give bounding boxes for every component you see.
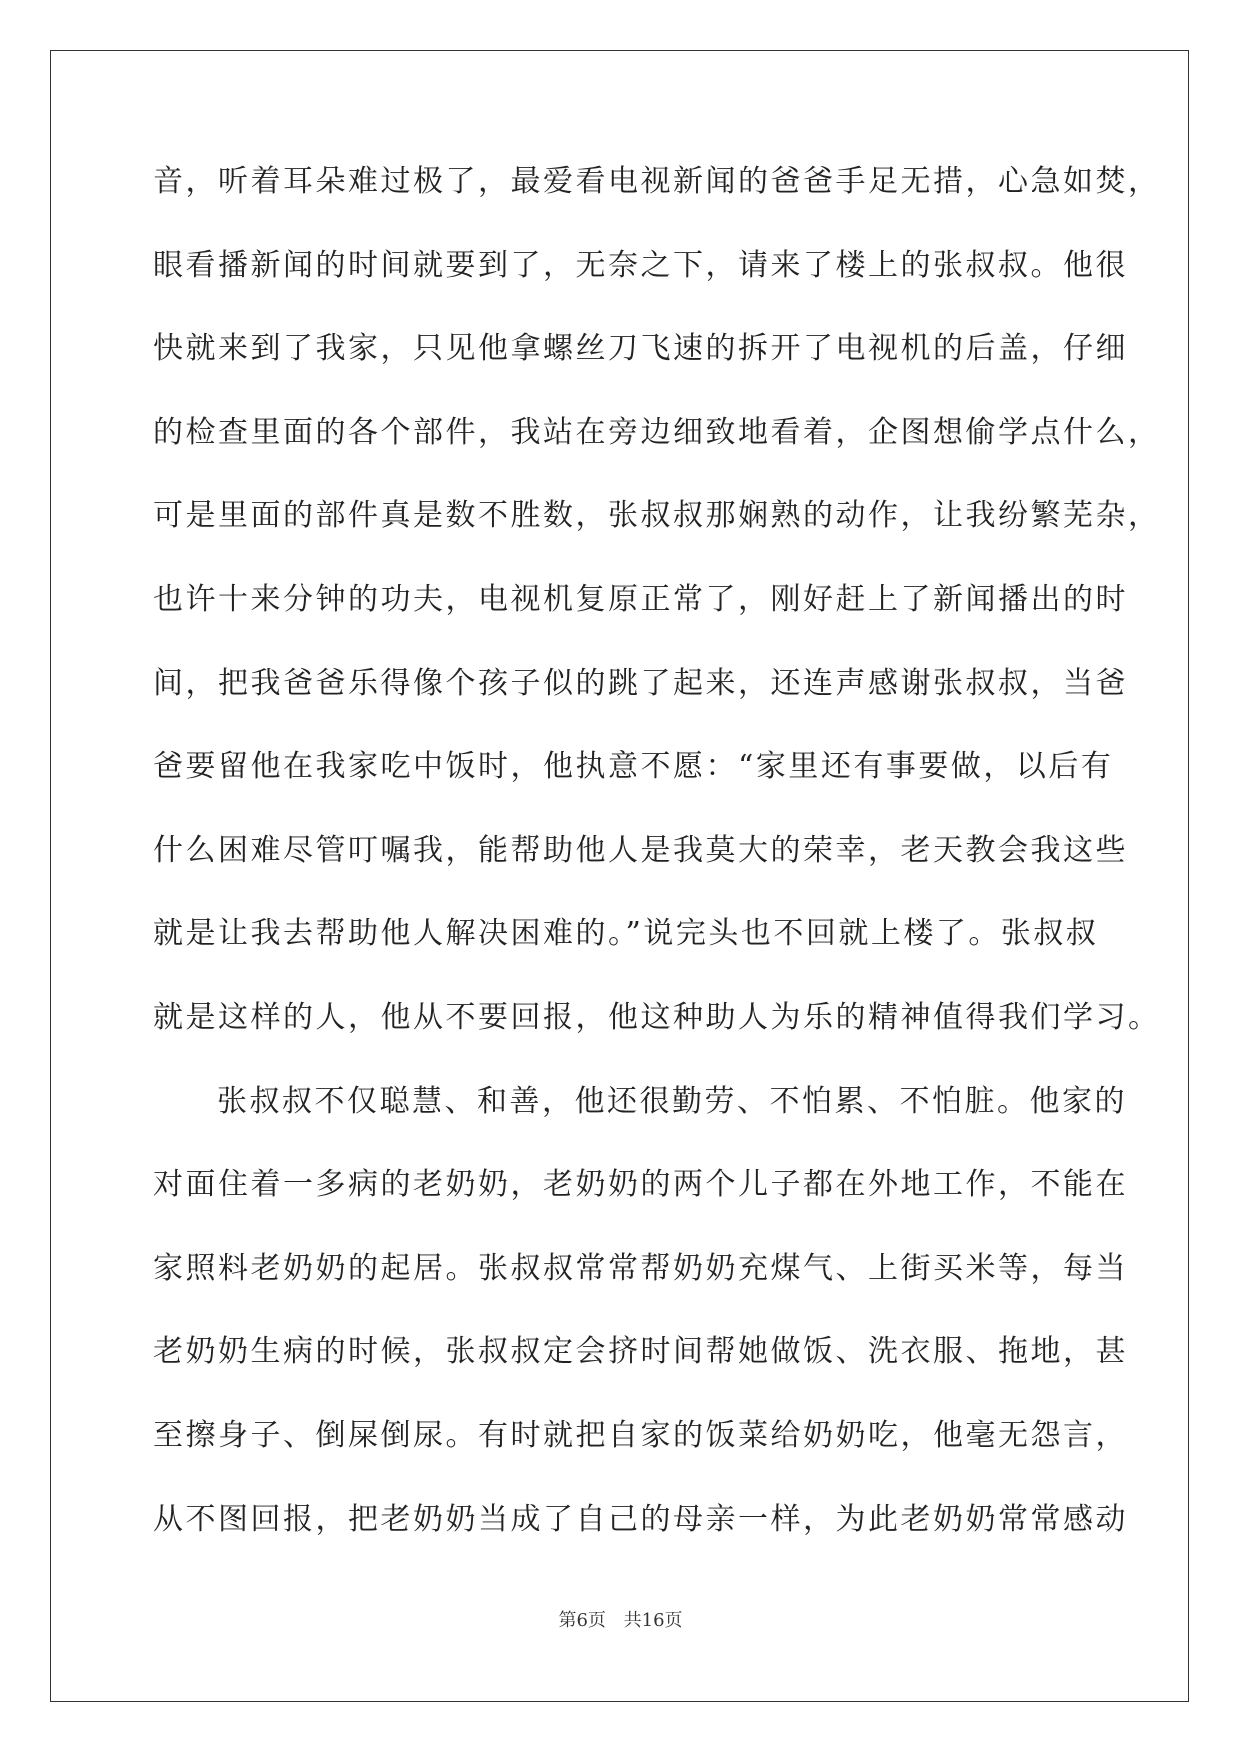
text-line: 就是这样的人，他从不要回报，他这种助人为乐的精神值得我们学习。	[153, 999, 1161, 1035]
page-footer	[0, 1606, 1241, 1632]
text-line: 家照料老奶奶的起居。张叔叔常常帮奶奶充煤气、上街买米等，每当	[153, 1250, 1128, 1286]
text-line: 的检查里面的各个部件，我站在旁边细致地看着，企图想偷学点什么，	[153, 414, 1161, 450]
text-line: 可是里面的部件真是数不胜数，张叔叔那娴熟的动作，让我纷繁芜杂，	[153, 498, 1161, 534]
text-line: 就是让我去帮助他人解决困难的。”说完头也不回就上楼了。张叔叔	[153, 916, 1099, 952]
page-number: 第6页	[558, 1610, 606, 1631]
text-line: 间，把我爸爸乐得像个孩子似的跳了起来，还连声感谢张叔叔，当爸	[153, 665, 1128, 701]
text-line: 对面住着一多病的老奶奶，老奶奶的两个儿子都在外地工作，不能在	[153, 1167, 1128, 1203]
text-line: 从不图回报，把老奶奶当成了自己的母亲一样，为此老奶奶常常感动	[153, 1501, 1128, 1537]
page-total: 共16页	[623, 1610, 683, 1631]
text-line: 音，听着耳朵难过极了，最爱看电视新闻的爸爸手足无措，心急如焚，	[153, 164, 1161, 199]
document-body	[153, 162, 1161, 1583]
text-line: 爸要留他在我家吃中饭时，他执意不愿：“家里还有事要做，以后有	[153, 749, 1114, 785]
text-line: 什么困难尽管叮嘱我，能帮助他人是我莫大的荣幸，老天教会我这些	[153, 832, 1128, 868]
text-line: 眼看播新闻的时间就要到了，无奈之下，请来了楼上的张叔叔。他很	[153, 247, 1128, 283]
text-line: 也许十来分钟的功夫，电视机复原正常了，刚好赶上了新闻播出的时	[153, 581, 1128, 617]
text-line: 老奶奶生病的时候，张叔叔定会挤时间帮她做饭、洗衣服、拖地，甚	[153, 1334, 1128, 1370]
text-line: 快就来到了我家，只见他拿螺丝刀飞速的拆开了电视机的后盖，仔细	[153, 331, 1128, 367]
text-line: 张叔叔不仅聪慧、和善，他还很勤劳、不怕累、不怕脏。他家的	[217, 1083, 1127, 1119]
text-line: 至擦身子、倒屎倒尿。有时就把自家的饭菜给奶奶吃，他毫无怨言，	[153, 1417, 1128, 1453]
